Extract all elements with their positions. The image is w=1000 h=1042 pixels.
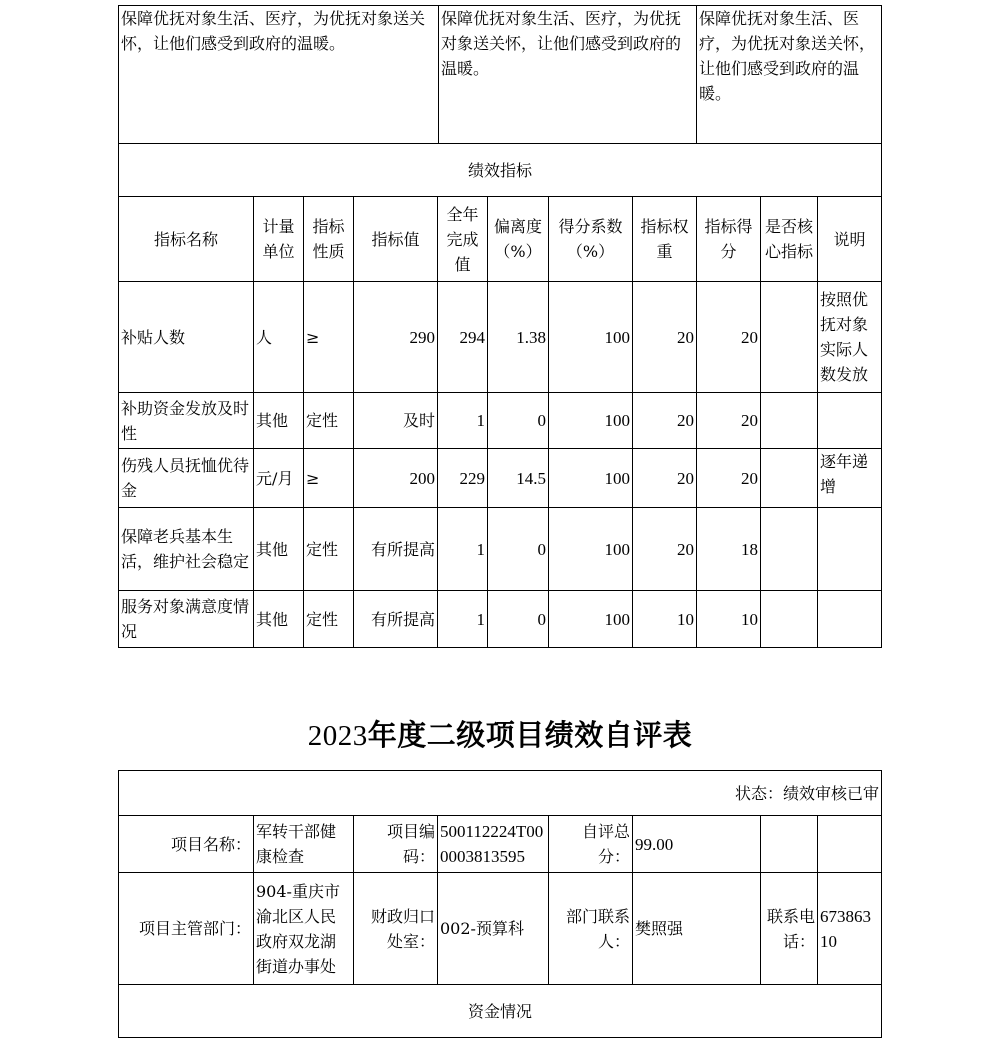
- indicator-target: 290: [354, 282, 438, 393]
- indicator-coefficient: 100: [549, 591, 633, 648]
- header-nature: 指标性质: [304, 197, 354, 282]
- indicator-weight: 20: [633, 282, 697, 393]
- self-score-value: 99.00: [633, 816, 761, 873]
- dept-label: 项目主管部门：: [119, 873, 254, 985]
- indicator-note: 逐年递增: [818, 449, 882, 508]
- self-score-label: 自评总分：: [549, 816, 633, 873]
- indicator-unit: 其他: [254, 591, 304, 648]
- header-unit: 计量单位: [254, 197, 304, 282]
- indicator-deviation: 0: [488, 508, 549, 591]
- indicator-coefficient: 100: [549, 282, 633, 393]
- indicator-coefficient: 100: [549, 393, 633, 449]
- goal-cell-3: 保障优抚对象生活、医疗，为优抚对象送关怀，让他们感受到政府的温暖。: [697, 6, 882, 144]
- indicator-note: [818, 508, 882, 591]
- dept-value: 904-重庆市渝北区人民政府双龙湖街道办事处: [254, 873, 354, 985]
- indicator-core: [761, 282, 818, 393]
- table-row: [119, 508, 882, 591]
- indicator-nature: 定性: [304, 591, 354, 648]
- indicator-core: [761, 393, 818, 449]
- indicator-coefficient: 100: [549, 508, 633, 591]
- table-row: [119, 282, 882, 393]
- goals-table: [118, 5, 882, 144]
- project-code-value: 500112224T000003813595: [438, 816, 549, 873]
- indicator-score: 10: [697, 591, 761, 648]
- indicator-deviation: 0: [488, 393, 549, 449]
- indicator-deviation: 1.38: [488, 282, 549, 393]
- indicator-name: 伤残人员抚恤优待金: [119, 449, 254, 508]
- indicator-score: 20: [697, 449, 761, 508]
- indicator-target: 有所提高: [354, 591, 438, 648]
- header-core: 是否核心指标: [761, 197, 818, 282]
- indicator-weight: 10: [633, 591, 697, 648]
- section-title-funds: 资金情况: [119, 985, 882, 1038]
- project-name-value: 军转干部健康检查: [254, 816, 354, 873]
- indicator-actual: 1: [438, 508, 488, 591]
- header-score: 指标得分: [697, 197, 761, 282]
- indicator-name: 补助资金发放及时性: [119, 393, 254, 449]
- header-weight: 指标权重: [633, 197, 697, 282]
- title-text: 年度二级项目绩效自评表: [367, 718, 693, 752]
- indicators-header-row: [119, 197, 882, 282]
- indicator-unit: 其他: [254, 508, 304, 591]
- goal-cell-2: 保障优抚对象生活、医疗，为优抚对象送关怀，让他们感受到政府的温暖。: [439, 6, 697, 144]
- header-actual: 全年完成值: [438, 197, 488, 282]
- header-indicator-name: 指标名称: [119, 197, 254, 282]
- table-row: [119, 591, 882, 648]
- empty-cell: [761, 816, 818, 873]
- indicator-weight: 20: [633, 393, 697, 449]
- goal-cell-1: 保障优抚对象生活、医疗，为优抚对象送关怀，让他们感受到政府的温暖。: [119, 6, 439, 144]
- empty-cell: [818, 816, 882, 873]
- indicator-weight: 20: [633, 508, 697, 591]
- indicator-name: 保障老兵基本生活，维护社会稳定: [119, 508, 254, 591]
- indicator-actual: 1: [438, 393, 488, 449]
- indicator-core: [761, 449, 818, 508]
- contact-value: 樊照强: [633, 873, 761, 985]
- indicator-nature: ≥: [304, 282, 354, 393]
- indicator-name: 补贴人数: [119, 282, 254, 393]
- phone-value: 67386310: [818, 873, 882, 985]
- status-text: 状态：绩效审核已审: [119, 771, 882, 816]
- indicator-score: 20: [697, 393, 761, 449]
- indicator-unit: 人: [254, 282, 304, 393]
- indicator-note: [818, 393, 882, 449]
- indicator-actual: 1: [438, 591, 488, 648]
- header-target: 指标值: [354, 197, 438, 282]
- header-deviation: 偏离度（%）: [488, 197, 549, 282]
- indicator-weight: 20: [633, 449, 697, 508]
- section-title-indicators: 绩效指标: [119, 144, 882, 197]
- indicator-name: 服务对象满意度情况: [119, 591, 254, 648]
- indicator-note: [818, 591, 882, 648]
- indicator-target: 200: [354, 449, 438, 508]
- indicator-core: [761, 591, 818, 648]
- title-year: 2023: [307, 720, 368, 752]
- indicator-note: 按照优抚对象实际人数发放: [818, 282, 882, 393]
- finance-office-value: 002-预算科: [438, 873, 549, 985]
- indicator-actual: 294: [438, 282, 488, 393]
- indicator-score: 18: [697, 508, 761, 591]
- indicator-score: 20: [697, 282, 761, 393]
- indicators-table: [118, 143, 882, 648]
- indicator-unit: 其他: [254, 393, 304, 449]
- indicator-target: 有所提高: [354, 508, 438, 591]
- indicator-nature: 定性: [304, 508, 354, 591]
- header-note: 说明: [818, 197, 882, 282]
- indicator-nature: 定性: [304, 393, 354, 449]
- indicator-coefficient: 100: [549, 449, 633, 508]
- project-name-label: 项目名称：: [119, 816, 254, 873]
- table-row: [119, 393, 882, 449]
- project-code-label: 项目编码：: [354, 816, 438, 873]
- indicator-deviation: 14.5: [488, 449, 549, 508]
- indicator-target: 及时: [354, 393, 438, 449]
- contact-label: 部门联系人：: [549, 873, 633, 985]
- finance-office-label: 财政归口处室：: [354, 873, 438, 985]
- indicator-deviation: 0: [488, 591, 549, 648]
- indicator-core: [761, 508, 818, 591]
- indicator-nature: ≥: [304, 449, 354, 508]
- page-title: [0, 715, 1000, 756]
- project-info-table: [118, 770, 882, 1038]
- phone-label: 联系电话：: [761, 873, 818, 985]
- header-coefficient: 得分系数（%）: [549, 197, 633, 282]
- indicator-unit: 元/月: [254, 449, 304, 508]
- indicator-actual: 229: [438, 449, 488, 508]
- table-row: [119, 449, 882, 508]
